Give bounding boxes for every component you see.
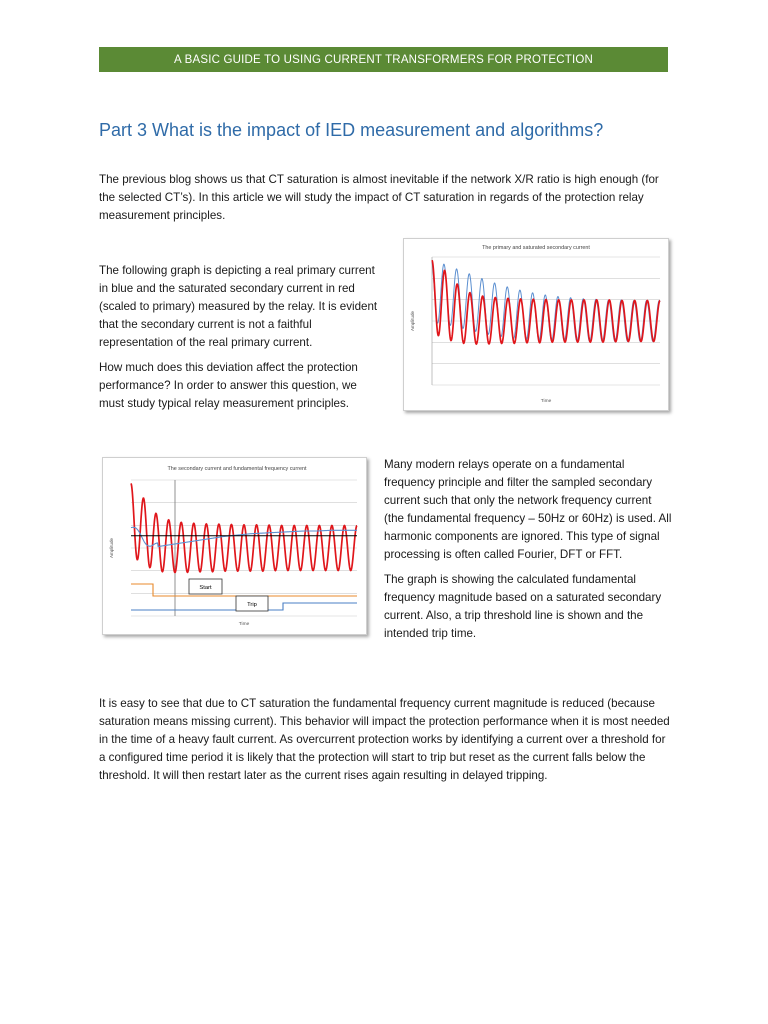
chart1-xlabel: Time [540,399,552,404]
chart2-ylabel: Amplitude [109,537,114,559]
chart1-ylabel: Amplitude [410,310,415,332]
chart2-start-label: Start [199,585,212,591]
primary-secondary-chart-svg [404,239,668,410]
fundamental-frequency-chart [102,457,367,635]
banner-text: A BASIC GUIDE TO USING CURRENT TRANSFORMERS FOR PROTECTION [173,53,594,66]
chart2-title: The secondary current and fundamental frequency current [167,466,307,472]
chart2-xlabel: Time [238,622,250,627]
chart2-secondary-current-line [131,483,357,572]
article-title: Part 3 What is the impact of IED measurement and algorithms? [99,120,604,140]
question-paragraph: How much does this deviation affect the protection performance? In order to answer this question, we must study typical relay measurement principles. [99,361,358,410]
relay-principle-paragraph: Many modern relays operate on a fundamental frequency principle and filter the sampled secondary current such that only the network frequency current (the fundamental frequency – 50Hz or 60Hz) is used. All harmonic components are ignored. This type of signal processing is often called Fourier, DFT or FFT. [384,458,672,561]
primary-secondary-chart [403,238,669,411]
document-header-banner [99,47,668,72]
chart1-title: The primary and saturated secondary current [482,245,590,251]
chart2-trip-label: Trip [247,602,257,608]
calculated-magnitude-paragraph: The graph is showing the calculated fundamental frequency magnitude based on a saturated secondary current. Also, a trip threshold line is shown and the intended trip time. [384,573,662,640]
intro-paragraph: The previous blog shows us that CT saturation is almost inevitable if the network X/R ratio is high enough (for the selected CT’s). In this article we will study the impact of CT saturation in regards of the protection relay measurement principles. [99,173,659,222]
fundamental-frequency-chart-svg [103,458,366,634]
chart2-start-signal-line [131,584,357,596]
conclusion-paragraph: It is easy to see that due to CT saturation the fundamental frequency current magnitude is reduced (because saturation means missing current). This behavior will impact the protection performance when it is most needed in the time of a heavy fault current. As overcurrent protection works by identifying a current over a threshold for a configured time period it is likely that the protection will start to trip but reset as the current falls below the threshold. It will then restart later as the current rises again resulting in delayed tripping. [99,697,670,782]
graph-description-paragraph: The following graph is depicting a real primary current in blue and the saturated secondary current in red (scaled to primary) measured by the relay. It is evident that the secondary current is not a faithful representation of the real primary current. [99,264,378,349]
